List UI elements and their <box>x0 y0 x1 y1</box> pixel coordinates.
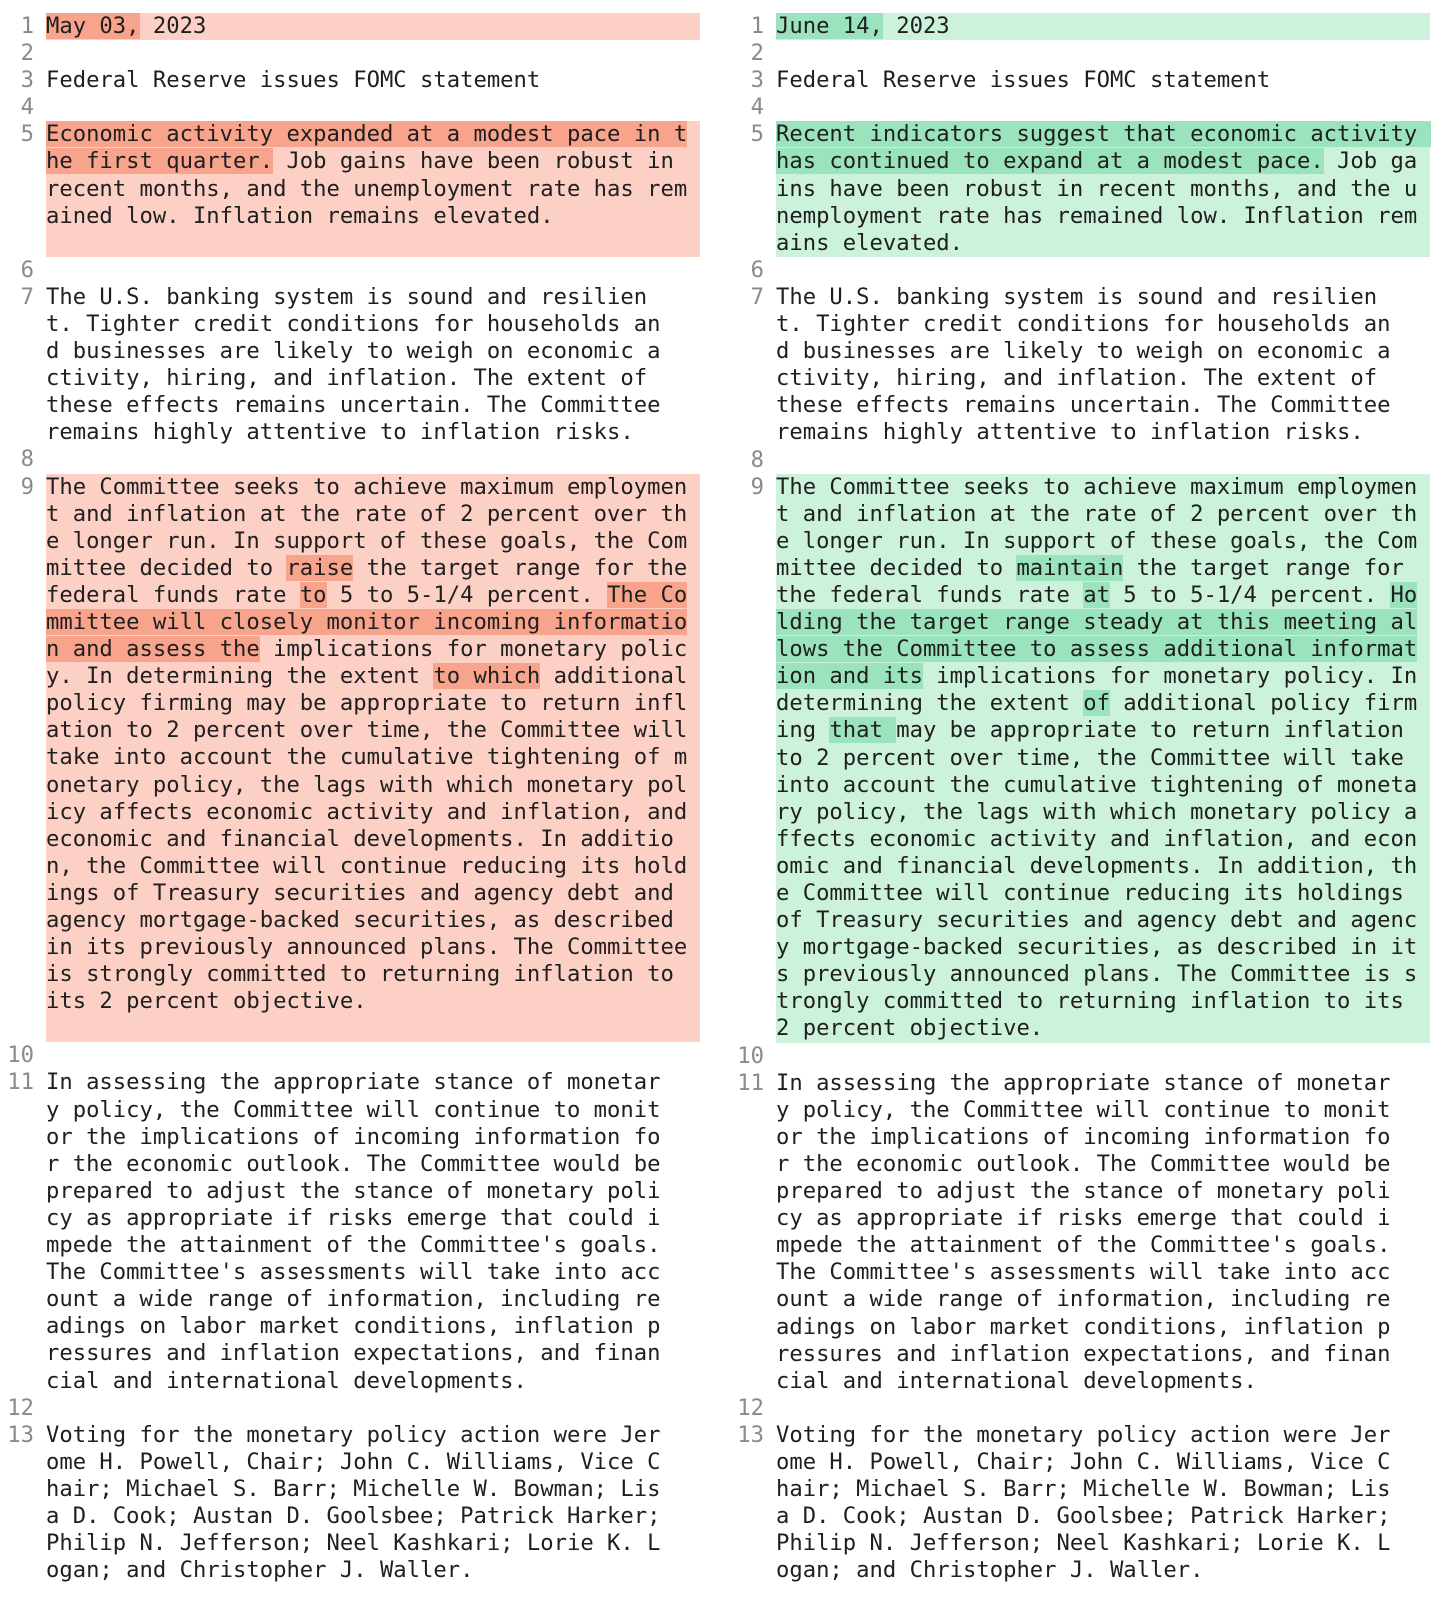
added-text: of <box>1083 690 1110 717</box>
line-text: In assessing the appropriate stance of monetary policy, the Committee will continue to monitor the implications of incoming information for the economic outlook. The Committee would be prepared to adjust the stance of monetary policy as appropriate if risks emerge that could impede the attainment of the Committee's goals. The Committee's assessments will take into account a wide range of information, including readings on labor market conditions, inflation pressures and inflation expectations, and financial and international developments. <box>46 1069 674 1394</box>
unchanged-text: 5 to 5-1/4 percent. <box>326 581 608 608</box>
line-text: Federal Reserve issues FOMC statement <box>46 67 541 94</box>
line-text <box>776 257 1430 284</box>
diff-line-12 <box>730 1395 1430 1422</box>
added-text: June 14, <box>776 13 883 39</box>
diff-line-13 <box>0 1422 700 1585</box>
unchanged-text: 2023 <box>139 13 207 39</box>
diff-line-4 <box>730 94 1430 121</box>
line-text: The U.S. banking system is sound and resilient. Tighter credit conditions for households and businesses are likely to weigh on economic activity, hiring, and inflation. The extent of these effects remains uncertain. The Committee remains highly attentive to inflation risks. <box>46 283 674 446</box>
unchanged-text: implications for monetary policy. In determining the extent <box>776 663 1431 717</box>
line-text: Voting for the monetary policy action were Jerome H. Powell, Chair; John C. Williams, Vice Chair; Michael S. Barr; Michelle W. Bowman; Lisa D. Cook; Austan D. Goolsbee; Patrick Harker; Philip N. Jefferson; Neel Kashkari; Lorie K. Logan; and Christopher J. Waller. <box>776 1421 1404 1584</box>
unchanged-text: Job gains have been robust in recent months, and the unemployment rate has remained low. Inflation remains elevated. <box>776 148 1418 256</box>
unchanged-text: the target range for the federal funds rate <box>46 554 701 608</box>
line-text <box>46 121 700 256</box>
diff-line-7 <box>730 284 1430 447</box>
line-number: 5 <box>750 121 764 148</box>
added-text: Recent indicators suggest that economic activity has continued to expand at a modest pace. <box>776 121 1431 175</box>
line-number: 7 <box>20 283 34 310</box>
added-text: at <box>1083 581 1110 608</box>
diff-line-6 <box>730 257 1430 284</box>
diff-line-9 <box>0 474 700 1043</box>
line-text <box>46 1395 700 1422</box>
removed-text: Economic activity expanded at a modest pace in the first quarter. <box>46 121 688 175</box>
line-number: 10 <box>737 1042 764 1069</box>
diff-line-7 <box>0 284 700 447</box>
line-text: The U.S. banking system is sound and resilient. Tighter credit conditions for households and businesses are likely to weigh on economic activity, hiring, and inflation. The extent of these effects remains uncertain. The Committee remains highly attentive to inflation risks. <box>776 283 1404 446</box>
line-text <box>46 257 700 284</box>
line-text: Federal Reserve issues FOMC statement <box>776 67 1271 94</box>
line-number: 6 <box>20 256 34 283</box>
line-number: 4 <box>750 94 764 121</box>
line-number: 3 <box>750 67 764 94</box>
diff-line-8 <box>0 446 700 473</box>
diff-line-10 <box>730 1043 1430 1070</box>
line-number: 9 <box>20 473 34 500</box>
line-number: 9 <box>750 473 764 500</box>
line-text <box>46 40 700 67</box>
diff-line-5 <box>730 121 1430 256</box>
diff-line-11 <box>0 1069 700 1394</box>
line-text <box>776 1395 1430 1422</box>
line-number: 1 <box>750 13 764 39</box>
diff-line-3 <box>730 67 1430 94</box>
line-number: 2 <box>20 40 34 67</box>
line-number: 5 <box>20 121 34 148</box>
removed-text: to <box>299 581 327 608</box>
diff-line-8 <box>730 447 1430 474</box>
line-text <box>46 94 700 121</box>
line-text <box>776 447 1430 474</box>
line-number: 13 <box>7 1421 34 1448</box>
line-text: Voting for the monetary policy action were Jerome H. Powell, Chair; John C. Williams, Vice Chair; Michael S. Barr; Michelle W. Bowman; Lisa D. Cook; Austan D. Goolsbee; Patrick Harker; Philip N. Jefferson; Neel Kashkari; Lorie K. Logan; and Christopher J. Waller. <box>46 1421 674 1584</box>
added-text: Holding the target range steady at this meeting allows the Committee to assess additional information and its <box>776 581 1418 690</box>
diff-line-12 <box>0 1395 700 1422</box>
unchanged-text: additional policy firming may be appropriate to return inflation to 2 percent over time, the Committee will take into account the cumulative tightening of monetary policy, the lags with which monetary policy affects economic activity and inflation, and economic and financial developments. In addition, the Committee will continue reducing its holdings of Treasury securities and agency debt and agency mortgage-backed securities, as described in its previously announced plans. The Committee is strongly committed to returning inflation to its 2 percent objective. <box>46 663 701 1015</box>
diff-line-9 <box>730 474 1430 1043</box>
line-text: In assessing the appropriate stance of monetary policy, the Committee will continue to monitor the implications of incoming information for the economic outlook. The Committee would be prepared to adjust the stance of monetary policy as appropriate if risks emerge that could impede the attainment of the Committee's goals. The Committee's assessments will take into account a wide range of information, including readings on labor market conditions, inflation pressures and inflation expectations, and financial and international developments. <box>776 1069 1404 1394</box>
line-number: 8 <box>750 446 764 473</box>
line-number: 3 <box>20 67 34 94</box>
line-text <box>776 94 1430 121</box>
removed-text: May 03, <box>46 13 140 39</box>
added-text: maintain <box>1016 554 1124 581</box>
unchanged-text: additional policy firming <box>776 690 1418 744</box>
unchanged-text: 2023 <box>882 13 950 39</box>
line-number: 11 <box>7 1069 34 1096</box>
line-text <box>46 474 700 1043</box>
diff-line-11 <box>730 1070 1430 1395</box>
unchanged-text: the target range for the federal funds rate <box>776 554 1418 608</box>
line-number: 13 <box>737 1421 764 1448</box>
line-number: 4 <box>20 94 34 121</box>
line-text <box>776 474 1430 1043</box>
added-text: that <box>829 717 897 744</box>
diff-line-2 <box>0 40 700 67</box>
line-number: 8 <box>20 446 34 473</box>
unchanged-text: The Committee seeks to achieve maximum employment and inflation at the rate of 2 percent over the longer run. In support of these goals, the Committee decided to <box>776 473 1418 581</box>
removed-text: raise <box>286 554 354 581</box>
unchanged-text: may be appropriate to return inflation to 2 percent over time, the Committee will take into account the cumulative tightening of monetary policy, the lags with which monetary policy affects economic activity and inflation, and economic and financial developments. In addition, the Committee will continue reducing its holdings of Treasury securities and agency debt and agency mortgage-backed securities, as described in its previously announced plans. The Committee is strongly committed to returning inflation to its 2 percent objective. <box>776 717 1418 1042</box>
line-number: 11 <box>737 1069 764 1096</box>
diff-line-13 <box>730 1422 1430 1585</box>
line-number: 10 <box>7 1042 34 1069</box>
unchanged-text: The Committee seeks to achieve maximum employment and inflation at the rate of 2 percent over the longer run. In support of these goals, the Committee decided to <box>46 473 688 581</box>
line-number: 12 <box>737 1394 764 1421</box>
line-number: 6 <box>750 256 764 283</box>
line-text <box>776 40 1430 67</box>
line-text <box>776 13 1430 40</box>
diff-line-6 <box>0 257 700 284</box>
diff-line-5 <box>0 121 700 256</box>
removed-text: The Committee will closely monitor incoming information and assess the <box>46 581 688 663</box>
diff-line-1 <box>730 13 1430 40</box>
diff-line-2 <box>730 40 1430 67</box>
line-text <box>46 1042 700 1069</box>
diff-line-4 <box>0 94 700 121</box>
line-text <box>46 13 700 40</box>
line-text <box>776 121 1430 256</box>
unchanged-text: Job gains have been robust in recent months, and the unemployment rate has remained low. Inflation remains elevated. <box>46 148 688 229</box>
unchanged-text: implications for monetary policy. In determining the extent <box>46 636 688 690</box>
diff-line-3 <box>0 67 700 94</box>
diff-line-10 <box>0 1042 700 1069</box>
diff-pane-new <box>730 13 1430 1584</box>
diff-pane-old <box>0 13 700 1584</box>
line-text <box>776 1043 1430 1070</box>
line-number: 7 <box>750 283 764 310</box>
unchanged-text: 5 to 5-1/4 percent. <box>1109 581 1391 608</box>
line-number: 12 <box>7 1394 34 1421</box>
removed-text: to which <box>433 663 541 690</box>
line-number: 1 <box>20 13 34 39</box>
line-number: 2 <box>750 40 764 67</box>
diff-line-1 <box>0 13 700 40</box>
line-text <box>46 446 700 473</box>
